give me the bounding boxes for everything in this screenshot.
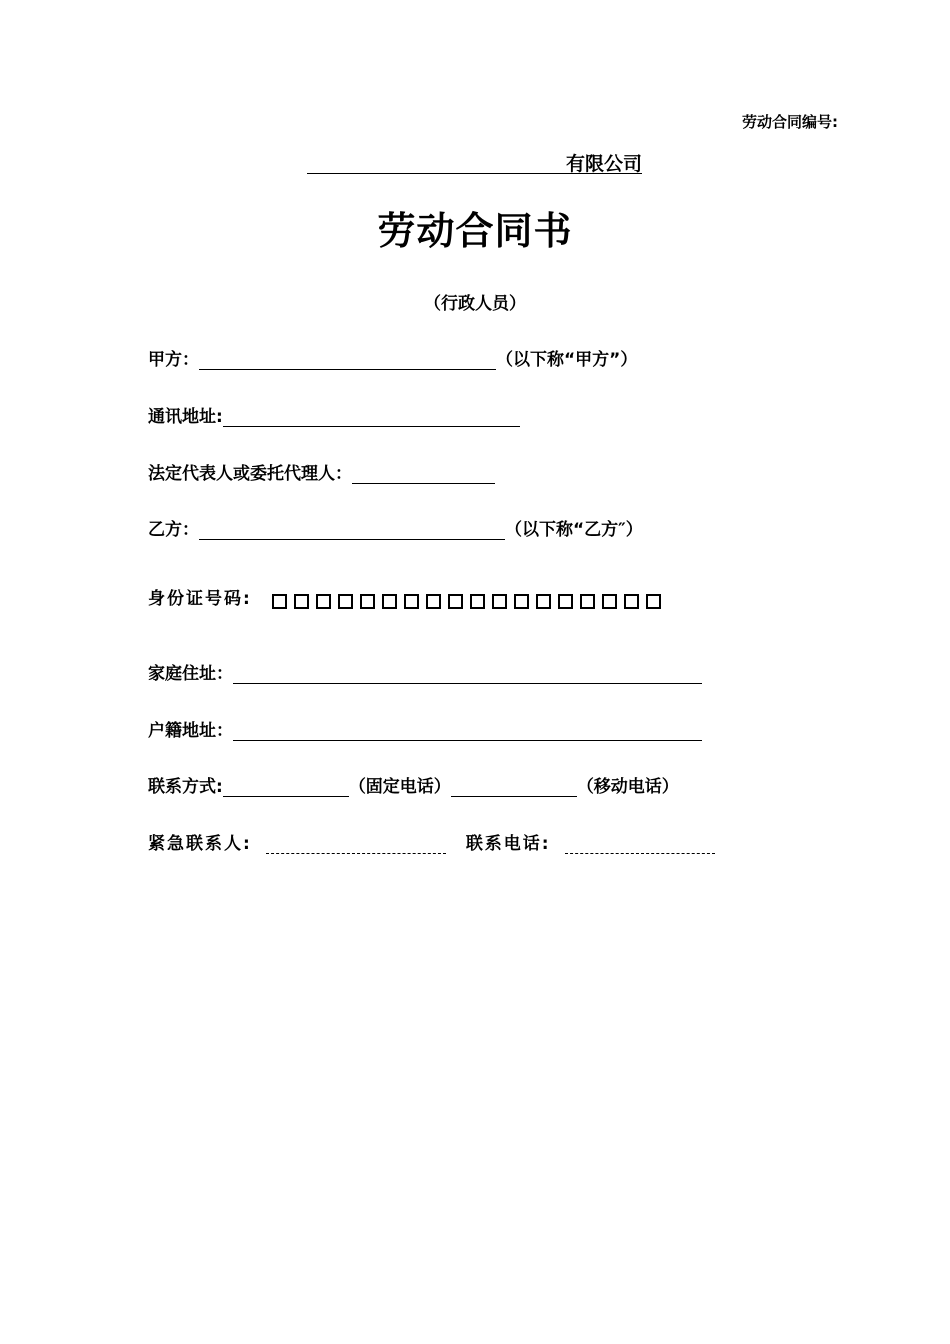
legal-rep-field[interactable] — [352, 463, 495, 484]
party-b-label: 乙方： — [148, 520, 199, 540]
id-digit-box[interactable] — [602, 594, 617, 609]
contact-phone-field[interactable] — [565, 835, 715, 854]
hukou-address-label: 户籍地址： — [148, 721, 233, 741]
hukou-address-field[interactable] — [233, 720, 702, 741]
id-number-boxes — [272, 594, 661, 609]
emergency-contact-label: 紧急联系人: — [148, 834, 252, 854]
address-label: 通讯地址: — [148, 407, 223, 427]
company-suffix: 有限公司 — [565, 153, 642, 175]
mobile-phone-label: （移动电话） — [576, 777, 679, 797]
party-b-row — [148, 516, 643, 540]
id-digit-box[interactable] — [382, 594, 397, 609]
hukou-address-row — [148, 717, 702, 741]
party-a-suffix: （以下称“甲方”） — [496, 350, 638, 370]
id-digit-box[interactable] — [514, 594, 529, 609]
home-address-label: 家庭住址： — [148, 664, 233, 684]
id-digit-box[interactable] — [316, 594, 331, 609]
id-digit-box[interactable] — [360, 594, 375, 609]
mobile-phone-field[interactable] — [451, 776, 577, 797]
id-digit-box[interactable] — [426, 594, 441, 609]
id-digit-box[interactable] — [646, 594, 661, 609]
id-digit-box[interactable] — [404, 594, 419, 609]
id-number-row — [148, 585, 661, 609]
party-a-label: 甲方： — [148, 350, 199, 370]
contact-label: 联系方式: — [148, 777, 223, 797]
document-title: 劳动合同书 — [377, 209, 573, 253]
emergency-contact-field[interactable] — [266, 835, 446, 854]
fixed-phone-field[interactable] — [223, 776, 349, 797]
legal-rep-label: 法定代表人或委托代理人： — [148, 464, 352, 484]
address-field[interactable] — [223, 406, 520, 427]
id-digit-box[interactable] — [470, 594, 485, 609]
contact-row — [148, 773, 679, 797]
address-row — [148, 403, 520, 427]
id-digit-box[interactable] — [492, 594, 507, 609]
contact-phone-label: 联系电话: — [465, 834, 551, 854]
id-digit-box[interactable] — [536, 594, 551, 609]
document-subtitle: （行政人员） — [424, 294, 526, 314]
party-b-suffix: （以下称“乙方″） — [505, 520, 643, 540]
legal-rep-row — [148, 460, 495, 484]
party-a-row — [148, 346, 637, 370]
id-digit-box[interactable] — [338, 594, 353, 609]
id-digit-box[interactable] — [580, 594, 595, 609]
id-number-label: 身份证号码: — [148, 589, 252, 609]
id-digit-box[interactable] — [448, 594, 463, 609]
id-digit-box[interactable] — [294, 594, 309, 609]
company-name-line[interactable] — [307, 149, 642, 174]
emergency-contact-row — [148, 830, 715, 854]
home-address-field[interactable] — [233, 663, 702, 684]
party-b-field[interactable] — [199, 519, 505, 540]
id-digit-box[interactable] — [272, 594, 287, 609]
fixed-phone-label: （固定电话） — [348, 777, 451, 797]
id-digit-box[interactable] — [558, 594, 573, 609]
party-a-field[interactable] — [199, 349, 496, 370]
contract-number-label: 劳动合同编号: — [742, 113, 838, 131]
id-digit-box[interactable] — [624, 594, 639, 609]
home-address-row — [148, 660, 702, 684]
